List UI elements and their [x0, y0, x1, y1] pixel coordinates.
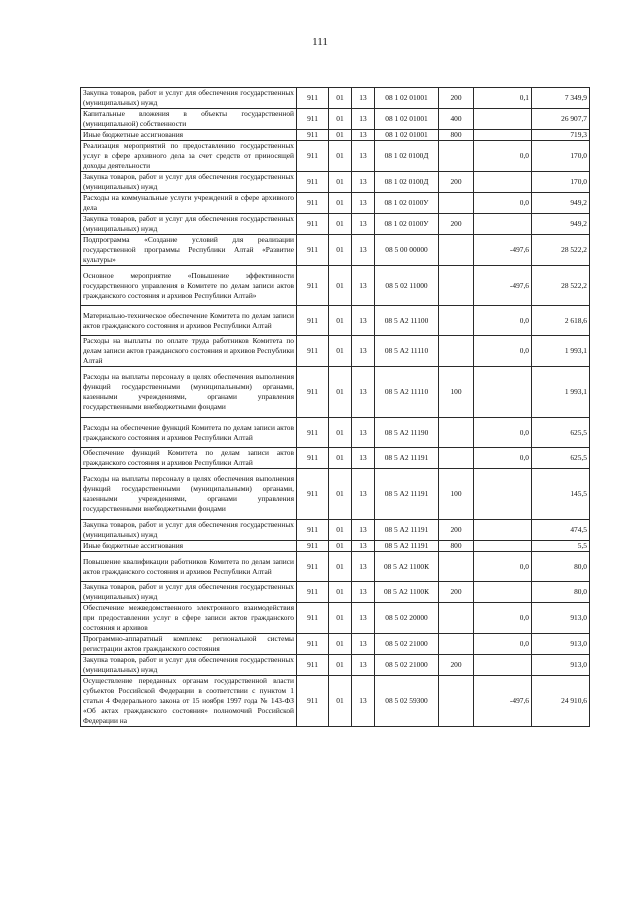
- row-subsection: 13: [352, 336, 375, 367]
- row-subsection: 13: [352, 306, 375, 336]
- row-change-amount: 0,0: [474, 193, 532, 214]
- row-target-article: 08 5 А2 11191: [375, 469, 439, 520]
- row-grbs: 911: [297, 448, 329, 469]
- row-expense-type: 200: [439, 88, 474, 109]
- row-target-article: 08 5 А2 11191: [375, 520, 439, 541]
- row-expense-type: 200: [439, 172, 474, 193]
- table-row: [81, 336, 590, 367]
- row-target-article: 08 1 02 01001: [375, 130, 439, 141]
- row-change-amount: 0,0: [474, 634, 532, 655]
- row-section: 01: [329, 306, 352, 336]
- row-change-amount: -497,6: [474, 235, 532, 266]
- row-expense-type: 200: [439, 582, 474, 603]
- page-number: 111: [312, 36, 328, 48]
- row-target-article: 08 1 02 0100Д: [375, 172, 439, 193]
- row-change-amount: [474, 130, 532, 141]
- row-change-amount: [474, 172, 532, 193]
- row-change-amount: -497,6: [474, 676, 532, 727]
- row-name: Повышение квалификации работников Комитета по делам записи актов гражданского состояния и архивов Республики Алтай: [81, 552, 297, 582]
- row-section: 01: [329, 88, 352, 109]
- row-total-amount: 24 910,6: [532, 676, 590, 727]
- row-total-amount: 26 907,7: [532, 109, 590, 130]
- row-section: 01: [329, 448, 352, 469]
- row-subsection: 13: [352, 541, 375, 552]
- row-total-amount: 2 618,6: [532, 306, 590, 336]
- row-name: Расходы на выплаты персоналу в целях обеспечения выполнения функций государственными (муниципальными) органами, казенными учреждениями, органами управления государственными внебюджетными фондами: [81, 469, 297, 520]
- row-name: Закупка товаров, работ и услуг для обеспечения государственных (муниципальных) нужд: [81, 88, 297, 109]
- row-expense-type: [439, 193, 474, 214]
- row-subsection: 13: [352, 88, 375, 109]
- row-subsection: 13: [352, 141, 375, 172]
- row-target-article: 08 1 02 0100У: [375, 193, 439, 214]
- row-expense-type: [439, 336, 474, 367]
- table-row: [81, 88, 590, 109]
- row-total-amount: 949,2: [532, 214, 590, 235]
- row-target-article: 08 1 02 0100Д: [375, 141, 439, 172]
- row-total-amount: 28 522,2: [532, 266, 590, 306]
- row-grbs: 911: [297, 141, 329, 172]
- row-grbs: 911: [297, 418, 329, 448]
- row-total-amount: 625,5: [532, 418, 590, 448]
- row-grbs: 911: [297, 130, 329, 141]
- row-expense-type: [439, 306, 474, 336]
- row-name: Осуществление переданных органам государственной власти субъектов Российской Федерации в соответствии с пунктом 1 статьи 4 Федерального закона от 15 ноября 1997 года № 143-ФЗ «Об актах гражданского состояния» полномочий Российской Федерации на: [81, 676, 297, 727]
- row-total-amount: 913,0: [532, 634, 590, 655]
- row-target-article: 08 5 А2 1100К: [375, 552, 439, 582]
- table-row: [81, 676, 590, 727]
- row-expense-type: 100: [439, 469, 474, 520]
- row-grbs: 911: [297, 655, 329, 676]
- row-subsection: 13: [352, 448, 375, 469]
- row-change-amount: 0,0: [474, 418, 532, 448]
- row-change-amount: [474, 469, 532, 520]
- row-expense-type: 800: [439, 130, 474, 141]
- row-subsection: 13: [352, 520, 375, 541]
- row-expense-type: [439, 448, 474, 469]
- row-name: Иные бюджетные ассигнования: [81, 541, 297, 552]
- row-section: 01: [329, 266, 352, 306]
- row-name: Обеспечение функций Комитета по делам записи актов гражданского состояния и архивов Республики Алтай: [81, 448, 297, 469]
- row-section: 01: [329, 603, 352, 634]
- table-row: [81, 469, 590, 520]
- row-section: 01: [329, 367, 352, 418]
- row-expense-type: [439, 235, 474, 266]
- row-subsection: 13: [352, 655, 375, 676]
- row-grbs: 911: [297, 634, 329, 655]
- row-change-amount: [474, 582, 532, 603]
- row-grbs: 911: [297, 336, 329, 367]
- row-change-amount: 0,0: [474, 448, 532, 469]
- row-target-article: 08 5 А2 11191: [375, 541, 439, 552]
- row-grbs: 911: [297, 469, 329, 520]
- row-total-amount: 145,5: [532, 469, 590, 520]
- row-subsection: 13: [352, 193, 375, 214]
- row-subsection: 13: [352, 367, 375, 418]
- row-subsection: 13: [352, 214, 375, 235]
- row-expense-type: 100: [439, 367, 474, 418]
- row-section: 01: [329, 676, 352, 727]
- table-row: [81, 603, 590, 634]
- row-grbs: 911: [297, 193, 329, 214]
- row-section: 01: [329, 235, 352, 266]
- table-row: [81, 634, 590, 655]
- row-change-amount: 0,0: [474, 552, 532, 582]
- row-subsection: 13: [352, 130, 375, 141]
- row-total-amount: 170,0: [532, 141, 590, 172]
- row-expense-type: 200: [439, 214, 474, 235]
- row-total-amount: 949,2: [532, 193, 590, 214]
- row-section: 01: [329, 520, 352, 541]
- row-change-amount: [474, 541, 532, 552]
- row-subsection: 13: [352, 634, 375, 655]
- row-target-article: 08 1 02 01001: [375, 109, 439, 130]
- table-row: [81, 214, 590, 235]
- row-change-amount: 0,0: [474, 336, 532, 367]
- row-section: 01: [329, 109, 352, 130]
- row-expense-type: [439, 603, 474, 634]
- row-target-article: 08 5 02 21000: [375, 655, 439, 676]
- row-section: 01: [329, 655, 352, 676]
- row-subsection: 13: [352, 603, 375, 634]
- row-grbs: 911: [297, 306, 329, 336]
- row-total-amount: 80,0: [532, 582, 590, 603]
- row-expense-type: 800: [439, 541, 474, 552]
- row-name: Программно-аппаратный комплекс региональной системы регистрации актов гражданского состояния: [81, 634, 297, 655]
- table-row: [81, 552, 590, 582]
- table-row: [81, 235, 590, 266]
- row-target-article: 08 5 А2 11110: [375, 336, 439, 367]
- row-grbs: 911: [297, 266, 329, 306]
- row-subsection: 13: [352, 676, 375, 727]
- row-total-amount: 913,0: [532, 603, 590, 634]
- row-expense-type: [439, 141, 474, 172]
- row-total-amount: 913,0: [532, 655, 590, 676]
- row-section: 01: [329, 336, 352, 367]
- row-subsection: 13: [352, 235, 375, 266]
- row-target-article: 08 5 02 11000: [375, 266, 439, 306]
- row-total-amount: 7 349,9: [532, 88, 590, 109]
- row-section: 01: [329, 418, 352, 448]
- row-name: Закупка товаров, работ и услуг для обеспечения государственных (муниципальных) нужд: [81, 214, 297, 235]
- row-expense-type: [439, 676, 474, 727]
- table-body: [81, 88, 590, 727]
- row-section: 01: [329, 582, 352, 603]
- row-grbs: 911: [297, 541, 329, 552]
- row-subsection: 13: [352, 266, 375, 306]
- row-change-amount: [474, 109, 532, 130]
- row-change-amount: [474, 214, 532, 235]
- row-change-amount: -497,6: [474, 266, 532, 306]
- row-total-amount: 625,5: [532, 448, 590, 469]
- table-row: [81, 520, 590, 541]
- row-grbs: 911: [297, 603, 329, 634]
- table-row: [81, 266, 590, 306]
- row-grbs: 911: [297, 367, 329, 418]
- row-name: Подпрограмма «Создание условий для реализации государственной программы Республики Алтай «Развитие культуры»: [81, 235, 297, 266]
- table-row: [81, 109, 590, 130]
- row-grbs: 911: [297, 88, 329, 109]
- row-name: Закупка товаров, работ и услуг для обеспечения государственных (муниципальных) нужд: [81, 172, 297, 193]
- row-change-amount: 0,1: [474, 88, 532, 109]
- row-expense-type: [439, 552, 474, 582]
- row-expense-type: [439, 634, 474, 655]
- row-section: 01: [329, 193, 352, 214]
- row-grbs: 911: [297, 582, 329, 603]
- row-name: Капитальные вложения в объекты государственной (муниципальной) собственности: [81, 109, 297, 130]
- row-subsection: 13: [352, 469, 375, 520]
- table-row: [81, 193, 590, 214]
- row-name: Обеспечение межведомственного электронного взаимодействия при предоставлении услуг в сфере записи актов гражданского состояния и архивов: [81, 603, 297, 634]
- table-row: [81, 541, 590, 552]
- row-target-article: 08 1 02 0100У: [375, 214, 439, 235]
- row-name: Закупка товаров, работ и услуг для обеспечения государственных (муниципальных) нужд: [81, 655, 297, 676]
- table-row: [81, 141, 590, 172]
- table-row: [81, 306, 590, 336]
- table-row: [81, 448, 590, 469]
- row-total-amount: 1 993,1: [532, 367, 590, 418]
- row-section: 01: [329, 469, 352, 520]
- table-row: [81, 130, 590, 141]
- row-change-amount: 0,0: [474, 141, 532, 172]
- row-total-amount: 170,0: [532, 172, 590, 193]
- row-subsection: 13: [352, 552, 375, 582]
- row-change-amount: [474, 655, 532, 676]
- row-change-amount: 0,0: [474, 306, 532, 336]
- row-section: 01: [329, 141, 352, 172]
- row-name: Закупка товаров, работ и услуг для обеспечения государственных (муниципальных) нужд: [81, 582, 297, 603]
- row-target-article: 08 5 02 21000: [375, 634, 439, 655]
- row-target-article: 08 5 А2 11110: [375, 367, 439, 418]
- row-name: Иные бюджетные ассигнования: [81, 130, 297, 141]
- row-name: Основное мероприятие «Повышение эффективности государственного управления в Комитете по делам записи актов гражданского состояния и архивов Республики Алтай»: [81, 266, 297, 306]
- row-total-amount: 5,5: [532, 541, 590, 552]
- row-target-article: 08 5 А2 11190: [375, 418, 439, 448]
- row-name: Расходы на коммунальные услуги учреждений в сфере архивного дела: [81, 193, 297, 214]
- row-target-article: 08 5 02 20000: [375, 603, 439, 634]
- row-expense-type: [439, 266, 474, 306]
- row-expense-type: 200: [439, 655, 474, 676]
- row-name: Расходы на обеспечение функций Комитета по делам записи актов гражданского состояния и архивов Республики Алтай: [81, 418, 297, 448]
- table-row: [81, 418, 590, 448]
- row-total-amount: 28 522,2: [532, 235, 590, 266]
- row-total-amount: 80,0: [532, 552, 590, 582]
- row-target-article: 08 5 А2 1100К: [375, 582, 439, 603]
- row-grbs: 911: [297, 520, 329, 541]
- row-name: Расходы на выплаты по оплате труда работников Комитета по делам записи актов гражданского состояния и архивов Республики Алтай: [81, 336, 297, 367]
- row-grbs: 911: [297, 235, 329, 266]
- row-grbs: 911: [297, 172, 329, 193]
- row-subsection: 13: [352, 582, 375, 603]
- row-section: 01: [329, 541, 352, 552]
- row-change-amount: 0,0: [474, 603, 532, 634]
- row-total-amount: 474,5: [532, 520, 590, 541]
- row-grbs: 911: [297, 676, 329, 727]
- row-expense-type: [439, 418, 474, 448]
- row-total-amount: 1 993,1: [532, 336, 590, 367]
- row-change-amount: [474, 367, 532, 418]
- row-target-article: 08 5 02 59300: [375, 676, 439, 727]
- row-name: Материально-техническое обеспечение Комитета по делам записи актов гражданского состояния и архивов Республики Алтай: [81, 306, 297, 336]
- row-expense-type: 200: [439, 520, 474, 541]
- row-grbs: 911: [297, 552, 329, 582]
- row-grbs: 911: [297, 214, 329, 235]
- row-change-amount: [474, 520, 532, 541]
- row-expense-type: 400: [439, 109, 474, 130]
- row-target-article: 08 5 А2 11191: [375, 448, 439, 469]
- table-row: [81, 367, 590, 418]
- row-target-article: 08 1 02 01001: [375, 88, 439, 109]
- row-section: 01: [329, 552, 352, 582]
- table-row: [81, 582, 590, 603]
- row-section: 01: [329, 172, 352, 193]
- row-target-article: 08 5 А2 11100: [375, 306, 439, 336]
- budget-table: [80, 87, 590, 727]
- table-row: [81, 172, 590, 193]
- row-section: 01: [329, 214, 352, 235]
- row-section: 01: [329, 130, 352, 141]
- row-name: Реализация мероприятий по предоставлению государственных услуг в сфере архивного дела за счет средств от приносящей доходы деятельности: [81, 141, 297, 172]
- row-name: Расходы на выплаты персоналу в целях обеспечения выполнения функций государственными (муниципальными) органами, казенными учреждениями, органами управления государственными внебюджетными фондами: [81, 367, 297, 418]
- table-row: [81, 655, 590, 676]
- row-grbs: 911: [297, 109, 329, 130]
- row-name: Закупка товаров, работ и услуг для обеспечения государственных (муниципальных) нужд: [81, 520, 297, 541]
- row-subsection: 13: [352, 418, 375, 448]
- row-subsection: 13: [352, 109, 375, 130]
- row-total-amount: 719,3: [532, 130, 590, 141]
- row-section: 01: [329, 634, 352, 655]
- row-target-article: 08 5 00 00000: [375, 235, 439, 266]
- row-subsection: 13: [352, 172, 375, 193]
